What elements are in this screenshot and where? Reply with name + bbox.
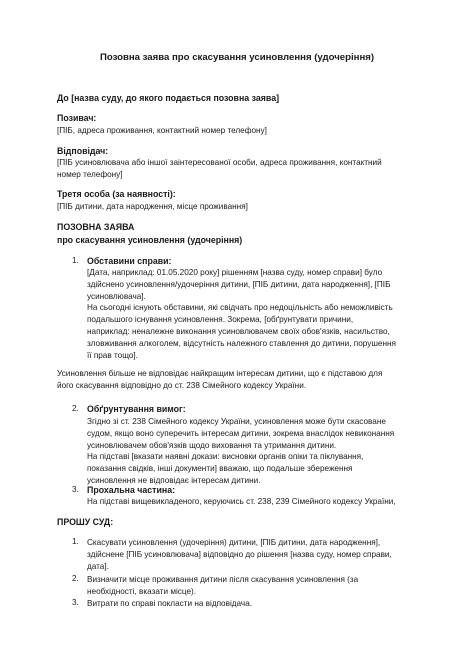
third-party-value: [ПІБ дитини, дата народження, місце проживання] [57, 202, 248, 211]
third-party-label: Третя особа (за наявності): [57, 189, 176, 199]
body-line: наприклад: неналежне виконання усиновлювачем своїх обов'язків, насильство, [87, 326, 390, 336]
section-2-body [87, 416, 394, 487]
request-item-1-number: 1. [72, 537, 79, 546]
claim-subheading: про скасування усиновлення (удочеріння) [57, 235, 243, 245]
body-line: На підставі вищевикладеного, керуючись ст. 238, 239 Сімейного кодексу України, [87, 497, 396, 506]
body-line: показання свідків, інші документи] вважаю, що подальше збереження [87, 464, 353, 474]
section-2-heading: Обґрунтування вимог: [87, 404, 186, 414]
body-line: зловживання алкоголем, відсутність належного ставлення до дитини, порушення [87, 338, 396, 348]
request-item-2 [87, 574, 358, 598]
request-item-1 [87, 537, 392, 572]
body-line: На сьогодні існують обставини, які свідчать про недоцільність або неможливість [87, 303, 393, 313]
body-line: здійснено усиновлення/удочеріння дитини, [ПІБ дитини, дата народження], [ПІБ [87, 279, 391, 289]
body-line: Згідно зі ст. 238 Сімейного кодексу України, усиновлення може бути скасоване [87, 417, 386, 426]
body-line: її прав тощо]. [87, 350, 138, 360]
plaintiff-value: [ПІБ, адреса проживання, контактний номер телефону] [57, 126, 267, 135]
body-line: подальшого існування усиновлення. Зокрема, [обґрунтувати причини, [87, 315, 354, 325]
body-line: судом, якщо воно суперечить інтересам дитини, зокрема внаслідок невиконання [87, 428, 395, 438]
interlude-paragraph [57, 368, 382, 392]
section-3-number: 3. [72, 485, 79, 494]
request-item-2-number: 2. [72, 574, 79, 583]
body-line: Визначити місце проживання дитини після скасування усиновлення (за [87, 575, 359, 584]
body-line: Усиновлення більше не відповідає найкращим інтересам дитини, що є підставою для [57, 369, 383, 378]
section-3-body [87, 496, 396, 508]
section-1-heading: Обставини справи: [87, 256, 172, 266]
court-addressee: До [назва суду, до якого подається позовна заява] [57, 93, 280, 103]
body-line: його скасування відповідно до ст. 238 Сімейного кодексу України. [57, 380, 307, 390]
section-2-number: 2. [72, 404, 79, 413]
request-item-3 [87, 598, 252, 610]
body-line: усиновлення не відповідає інтересам дитини. [87, 475, 261, 485]
defendant-value [57, 157, 382, 181]
section-1-body [87, 267, 396, 361]
document-title: Позовна заява про скасування усиновлення (удочеріння) [99, 52, 375, 63]
body-line: Витрати по справі покласти на відповідача. [87, 599, 253, 608]
defendant-line: номер телефону] [57, 169, 123, 179]
body-line: На підставі [вказати наявні докази: висновки органів опіки та піклування, [87, 452, 364, 462]
body-line: усиновлювача]. [87, 291, 146, 301]
section-3-heading: Прохальна частина: [87, 485, 176, 495]
claim-heading: ПОЗОВНА ЗАЯВА [57, 222, 135, 232]
body-line: Скасувати усиновлення (удочеріння) дитини, [ПІБ дитини, дата народження], [87, 538, 381, 547]
plaintiff-label: Позивач: [57, 113, 97, 123]
body-line: необхідності, вказати місце). [87, 586, 197, 596]
body-line: усиновлювачем обов'язків щодо виховання та утримання дитини. [87, 440, 337, 450]
defendant-label: Відповідач: [57, 146, 109, 156]
body-line: здійснене [ПІБ усиновлювача] відповідно до рішення [назва суду, номер справи, [87, 549, 392, 559]
request-item-3-number: 3. [72, 598, 79, 607]
body-line: дата]. [87, 561, 109, 571]
defendant-line: [ПІБ усиновлювача або іншої заінтересованої особи, адреса проживання, контактний [57, 158, 382, 167]
section-1-number: 1. [72, 256, 79, 265]
request-heading: ПРОШУ СУД: [57, 517, 114, 527]
body-line: [Дата, наприклад: 01.05.2020 року] рішенням [назва суду, номер справи] було [87, 268, 383, 277]
